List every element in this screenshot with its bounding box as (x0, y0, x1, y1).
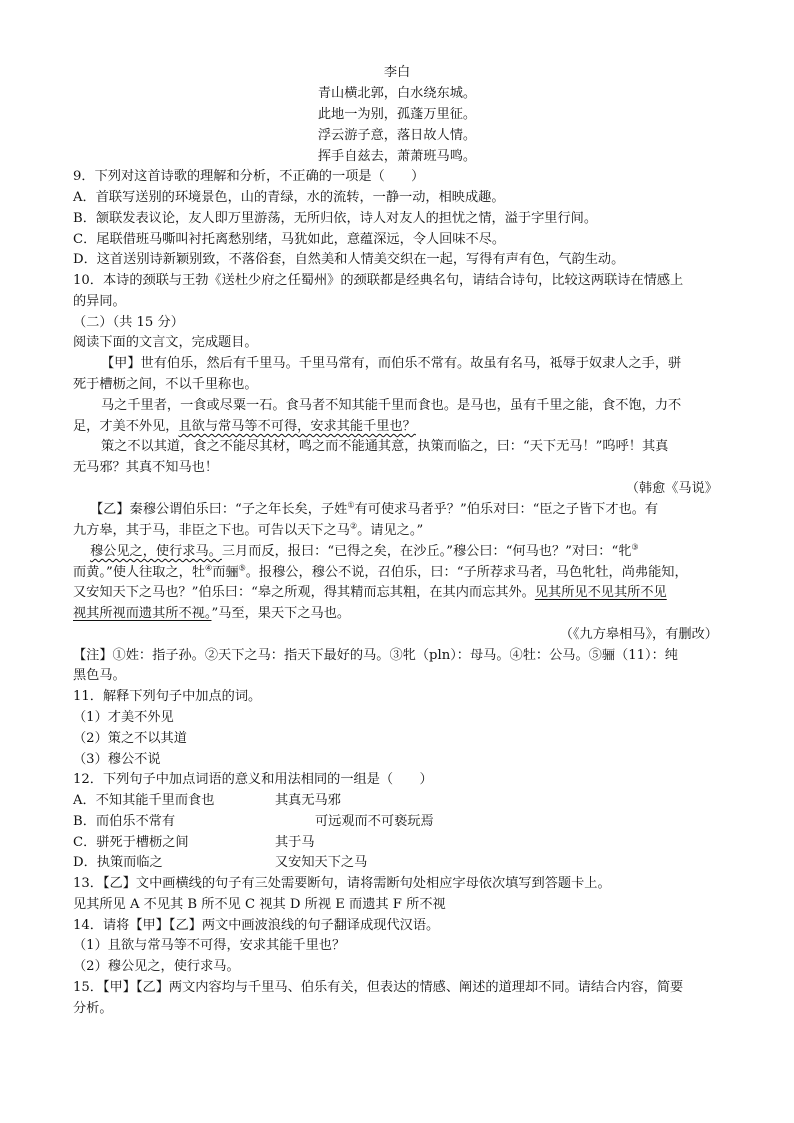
q13-stem: 13．【乙】文中画横线的句子有三处需要断句，请将需断句处相应字母依次填写到答题卡上。 (73, 876, 611, 891)
yi-underlined-sentence: 视其所视而遗其所不视。 (73, 606, 212, 621)
q12-option-a (73, 792, 341, 810)
poem-line-3: 浮云游子意，落日故人情。 (317, 128, 477, 143)
q14-stem: 14．请将【甲】【乙】两文中画波浪线的句子翻译成现代汉语。 (73, 918, 440, 933)
yi-text: 。请见之。” (357, 523, 424, 538)
yi-line-1 (90, 501, 658, 519)
yi-line-6 (73, 605, 350, 623)
poem-line-1: 青山横北郭，白水绕东城。 (317, 86, 477, 101)
yi-text: 九方皋，其于马，非臣之下也。可告以天下之马 (73, 523, 350, 538)
q9-option-d: D．这首送别诗新颖别致，不落俗套，自然美和人情美交织在一起，写得有声有色，气韵生动。 (73, 252, 625, 267)
q11-item-3: （3）穆公不说 (73, 752, 161, 767)
q12-a-left: A．不知其能千里而食也 (73, 793, 215, 808)
q12-a-right: 其真无马邪 (275, 793, 341, 808)
q12-option-c (73, 834, 315, 852)
q11-stem: 11．解释下列句子中加点的词。 (73, 689, 262, 704)
q9-option-a: A．首联写送别的环境景色，山的青绿，水的流转，一静一动，相映成趣。 (73, 190, 505, 205)
q12-b-left: B．而伯乐不常有 (73, 814, 176, 829)
notes-line-1: 【注】①姓：指子孙。②天下之马：指天下最好的马。③牝（pln）：母马。④牡：公马。⑤骊（11）：纯 (73, 648, 678, 663)
jia-p2-line-2 (73, 418, 416, 436)
q14-item-2: （2）穆公见之，使行求马。 (73, 959, 240, 974)
q15-line-2: 分析。 (73, 1001, 113, 1016)
yi-text: 有可使求马者乎？”伯乐对曰：“臣之子皆下才也。有 (354, 502, 659, 517)
yi-underlined-sentence: 见其所见不见其所不见 (534, 585, 667, 600)
jia-p3-line-2: 无马邪？其真不知马也！ (73, 460, 219, 475)
section-header: （二）（共 15 分） (73, 315, 184, 330)
yi-line-2 (73, 522, 423, 540)
q10-line-1: 10．本诗的颈联与王勃《送杜少府之任蜀州》的颈联都是经典名句，请结合诗句，比较这两联诗在情感上 (73, 273, 684, 288)
jia-p2-line-1: 马之千里者，一食或尽粟一石。食马者不知其能千里而食也。是马也，虽有千里之能，食不饱，力不 (101, 398, 682, 413)
q11-item-1: （1）才美不外见 (73, 710, 174, 725)
q10-line-2: 的异同。 (73, 294, 126, 309)
q12-b-right: 可远观而不可亵玩焉 (315, 814, 434, 829)
yi-text: 而黄。”使人往取之，牡 (73, 565, 206, 580)
jia-wavy-sentence: 且欲与常马等不可得，安求其能千里也？ (178, 419, 416, 434)
jia-p1-line-1: 【甲】世有伯乐，然后有千里马。千里马常有，而伯乐不常有。故虽有名马，祗辱于奴隶人之手，骈 (101, 356, 682, 371)
q12-d-right: 又安知天下之马 (275, 855, 368, 870)
poem-author: 李白 (383, 65, 411, 80)
note-ref: ③ (631, 542, 639, 552)
q15-line-1: 15．【甲】【乙】两文内容均与千里马、伯乐有关，但表达的情感、阐述的道理却不同。请结合内容，简要 (73, 980, 684, 995)
poem-line-4: 挥手自兹去，萧萧班马鸣。 (317, 149, 477, 164)
yi-text: 三月而反，报曰：“已得之矣，在沙丘。”穆公曰：“何马也？”对曰：“牝 (221, 544, 632, 559)
jia-p1-line-2: 死于槽枥之间，不以千里称也。 (73, 377, 258, 392)
yi-line-4 (73, 564, 688, 582)
q12-c-left: C．骈死于槽枥之间 (73, 835, 189, 850)
q12-option-b (73, 813, 434, 831)
q9-option-c: C．尾联借班马嘶叫衬托离愁别绪，马犹如此，意蕴深远，令人回味不尽。 (73, 232, 506, 247)
q9-option-b: B．颔联发表议论，友人即万里游荡，无所归依，诗人对友人的担忧之情，溢于字里行间。 (73, 211, 597, 226)
q14-item-1: （1）且欲与常马等不可得，安求其能千里也？ (73, 938, 346, 953)
yi-text: ”马至，果天下之马也。 (211, 606, 351, 621)
q9-stem: 9．下列对这首诗歌的理解和分析，不正确的一项是（ ） (73, 169, 425, 184)
q12-stem: 12．下列句子中加点词语的意义和用法相同的一组是（ ） (73, 772, 433, 787)
q11-item-2: （2）策之不以其道 (73, 731, 187, 746)
yi-wavy-sentence: 穆公见之，使行求马。 (90, 544, 222, 559)
yi-source: （《九方皋相马》，有删改） (559, 627, 718, 642)
yi-line-5 (73, 584, 667, 602)
yi-text: 【乙】秦穆公谓伯乐曰：“子之年长矣，子姓 (90, 502, 348, 517)
yi-line-3 (90, 543, 639, 561)
note-ref: ⑤ (238, 563, 246, 573)
q12-c-right: 其于马 (275, 835, 315, 850)
note-ref: ④ (205, 563, 213, 573)
notes-line-2: 黑色马。 (73, 668, 126, 683)
poem-line-2: 此地一为别，孤蓬万里征。 (317, 107, 477, 122)
yi-text: 又安知天下之马也？”伯乐曰：“皋之所观，得其精而忘其粗，在其内而忘其外。 (73, 585, 535, 600)
jia-p3-line-1: 策之不以其道，食之不能尽其材，鸣之而不能通其意，执策而临之，曰：“天下无马！”呜呼！其真 (101, 439, 669, 454)
jia-source: （韩愈《马说》 (625, 481, 718, 496)
q12-d-left: D．执策而临之 (73, 855, 163, 870)
q13-body: 见其所见 A 不见其 B 所不见 C 视其 D 所视 E 而遗其 F 所不视 (73, 897, 446, 912)
note-ref: ② (349, 521, 358, 531)
yi-text: 而骊 (212, 565, 239, 580)
note-ref: ① (347, 500, 355, 510)
jia-p2-text: 足，才美不外见， (73, 419, 179, 434)
q12-option-d (73, 854, 367, 872)
yi-text: 。报穆公，穆公不说，召伯乐，曰：“子所荐求马者，马色牝牡，尚弗能知， (245, 565, 688, 580)
section-instruction: 阅读下面的文言文，完成题目。 (73, 335, 258, 350)
